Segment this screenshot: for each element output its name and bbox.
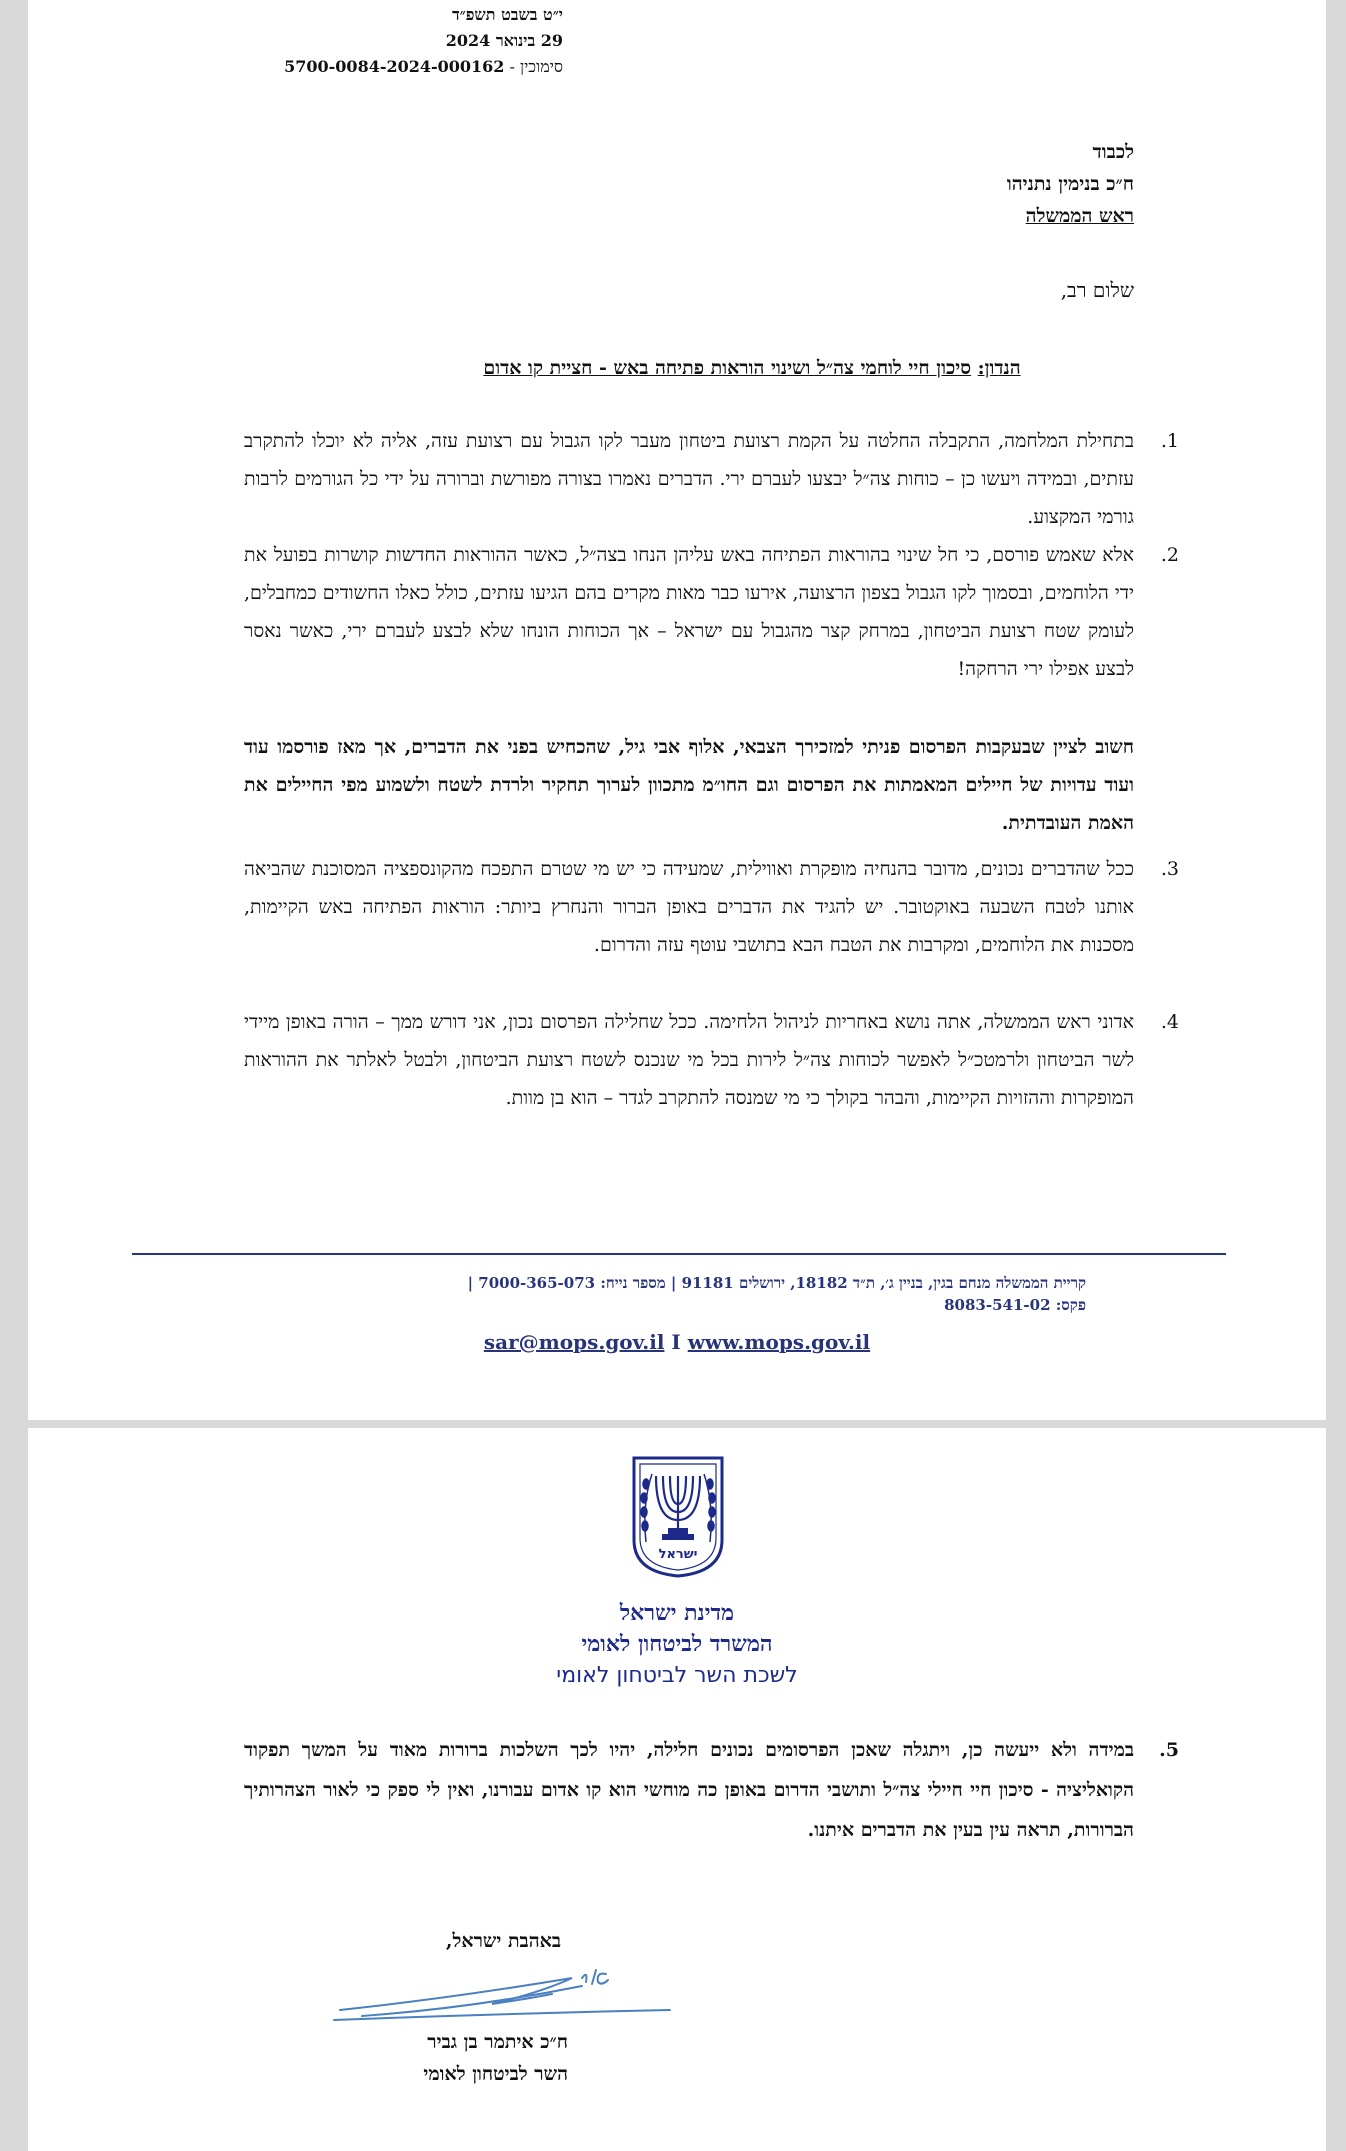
paragraph-text: אדוני ראש הממשלה, אתה נושא באחריות לניהול הלחימה. ככל שחלילה הפרסום נכון, אני דורש ממך – הורה באופן מיידי לשר הביטחון ולרמטכ״ל לאפשר לכוחות צה״ל לירות בכל מי שנכנס לשטח רצועת הביטחון, ולבטל לאלתר את ההוראות המופקרות וההזויות הקיימות, והבהר בקולך כי מי שמנסה להתקרב לגדר – הוא בן מוות.	[244, 1011, 1134, 1109]
signer-title: השר לביטחון לאומי	[423, 2063, 568, 2085]
footer-fax: פקס: 8083-541-02	[944, 1296, 1086, 1314]
subject-label: הנדון:	[977, 357, 1021, 379]
paragraph-text: בתחילת המלחמה, התקבלה החלטה על הקמת רצועת ביטחון מעבר לקו הגבול עם רצועת עזה, אליה לא יוכלו להתקרב עזתים, ובמידה ויעשו כן – כוחות צה״ל יבצעו לעברם ירי. הדברים נאמרו בצורה מפורשת וברורה על ידי כל הגורמים לרבות גורמי המקצוע.	[244, 430, 1134, 528]
paragraph-text: ככל שהדברים נכונים, מדובר בהנחיה מופקרת ואווילית, שמעידה כי יש מי שטרם התפכח מהקונספציה המסוכנת שהביאה אותנו לטבח השבעה באוקטובר. יש להגיד את הדברים באופן הברור והנחרץ ביותר: הוראות הפתיחה באש הקיימות, מסכנות את הלוחמים, ומקרבות את הטבח הבא בתושבי עוטף עזה והדרום.	[244, 858, 1134, 956]
signer-name: ח״כ איתמר בן גביר	[427, 2031, 568, 2053]
letterhead-ministry: המשרד לביטחון לאומי	[581, 1631, 773, 1657]
signer	[423, 2026, 568, 2090]
subject-text: סיכון חיי לוחמי צה״ל ושינוי הוראות פתיחה באש - חציית קו אדום	[483, 357, 972, 379]
paragraph-2	[244, 536, 1179, 688]
hebrew-date: י״ט בשבט תשפ״ד	[451, 5, 563, 24]
letter-page-2	[28, 1428, 1326, 2151]
paragraph-text: אלא שאמש פורסם, כי חל שינוי בהוראות הפתיחה באש עליהן הנחו בצה״ל, כאשר ההוראות החדשות קושרות בפועל את ידי הלוחמים, ובסמוך לקו הגבול בצפון הרצועה, אירעו כבר מאות מקרים בהם הגיעו עזתים, כולל כאלו החשודים כמחבלים, לעומק שטח רצועת הביטחון, במרחק קצר מהגבול עם ישראל – אך הכוחות הונחו שלא לבצע לעברם ירי, כאשר נאסר לבצע אפילו ירי הרחקה!	[244, 544, 1134, 680]
addressee-name: ח״כ בנימין נתניהו	[1006, 173, 1134, 195]
paragraph-2-bold: חשוב לציין שבעקבות הפרסום פניתי למזכירך הצבאי, אלוף אבי גיל, שהכחיש בפני את הדברים, אך מאז פורסמו עוד ועוד עדויות של חיילים המאמתות את הפרסום וגם החו״מ מתכוון לערוך תחקיר ולרדת לשטח ולשמוע מפי החיילים את האמת העובדתית.	[244, 736, 1134, 834]
state-emblem-icon	[630, 1454, 726, 1578]
addressee-title: ראש הממשלה	[1025, 205, 1134, 227]
paragraph-number: 1.	[1160, 430, 1179, 452]
emblem-text: ישראל	[658, 1547, 698, 1562]
paragraph-1	[244, 422, 1179, 536]
signature-icon	[332, 1958, 672, 2028]
letterhead-state: מדינת ישראל	[619, 1600, 735, 1626]
footer-divider	[132, 1253, 1226, 1255]
closing: באהבת ישראל,	[445, 1930, 561, 1952]
addressee-salutation: לכבוד	[1092, 141, 1134, 163]
paragraph-text: במידה ולא ייעשה כן, ויתגלה שאכן הפרסומים נכונים חלילה, יהיו לכך השלכות ברורות מאוד על המשך תפקוד הקואליציה - סיכון חיי חיילי צה״ל ותושבי הדרום באופן כה מוחשי הוא קו אדום עבורנו, ואין לי ספק כי לאור הצהרותיך הברורות, תראה עין בעין את הדברים איתנו.	[244, 1739, 1134, 1841]
paragraph-3	[244, 850, 1179, 964]
greeting: שלום רב,	[1060, 278, 1134, 302]
paragraph-number: 4.	[1160, 1011, 1179, 1033]
reference-number: 5700-0084-2024-000162	[284, 57, 505, 76]
letterhead	[28, 1598, 1326, 1692]
website-link[interactable]: www.mops.gov.il	[687, 1330, 871, 1354]
paragraph-number: 2.	[1160, 544, 1179, 566]
email-link[interactable]: sar@mops.gov.il	[483, 1330, 665, 1354]
letter-meta	[233, 2, 563, 80]
reference-label: סימוכין -	[509, 57, 563, 76]
paragraph-4	[244, 1003, 1179, 1117]
footer-address	[186, 1272, 1086, 1316]
paragraph-5	[244, 1730, 1179, 1850]
footer-address-line: קריית הממשלה מנחם בגין, בניין ג׳, ת״ד 18182, ירושלים 91181 | מספר נייח: 7000-365-073 |	[467, 1274, 1086, 1292]
paragraph-number: 3.	[1160, 858, 1179, 880]
footer-separator: I	[671, 1330, 681, 1354]
gregorian-date: 29 בינואר 2024	[445, 31, 563, 50]
letterhead-office: לשכת השר לביטחון לאומי	[556, 1663, 798, 1688]
addressee	[1007, 136, 1134, 232]
paragraph-number: 5.	[1159, 1739, 1179, 1761]
reference	[233, 54, 563, 80]
subject-line	[28, 357, 1326, 380]
letter-page-1	[28, 0, 1326, 1420]
footer-links	[28, 1330, 1326, 1354]
